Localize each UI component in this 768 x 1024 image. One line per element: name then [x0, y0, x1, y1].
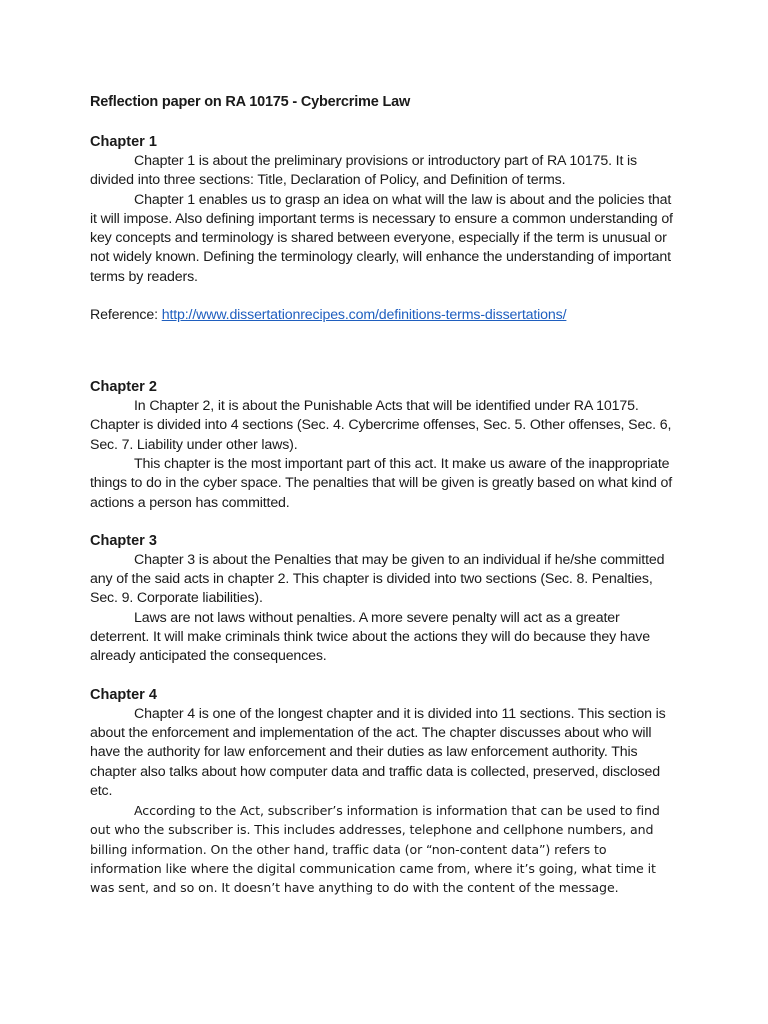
chapter-4-heading: Chapter 4	[90, 686, 157, 703]
chapter-4-paragraph-1: Chapter 4 is one of the longest chapter and it is divided into 11 sections. This section is about the enforcement and implementation of the act. The chapter discusses about who will have the authority for law enforcement and their duties as law enforcement authority. This chapter also talks about how computer data and traffic data is collected, preserved, disclosed etc.	[90, 705, 666, 799]
chapter-4-section	[90, 685, 680, 898]
chapter-3-paragraph-1: Chapter 3 is about the Penalties that may be given to an individual if he/she committed any of the said acts in chapter 2. This chapter is divided into two sections (Sec. 8. Penalties, Sec. 9. Corporate liabilities).	[90, 551, 665, 607]
chapter-3-paragraph-2: Laws are not laws without penalties. A more severe penalty will act as a greater deterrent. It will make criminals think twice about the actions they will do because they have already anticipated the consequences.	[90, 609, 650, 665]
chapter-2-heading: Chapter 2	[90, 379, 157, 396]
section-spacer	[90, 343, 680, 377]
chapter-2-paragraph-1: In Chapter 2, it is about the Punishable Acts that will be identified under RA 10175. Chapter is divided into 4 sections (Sec. 4. Cybercrime offenses, Sec. 5. Other offenses, Sec. 6, Sec. 7. Liability under other laws).	[90, 398, 672, 453]
reference-link[interactable]: http://www.dissertationrecipes.com/definitions-terms-dissertations/	[161, 307, 567, 324]
chapter-3-heading: Chapter 3	[90, 532, 157, 549]
reference-label: Reference:	[90, 307, 162, 324]
chapter-1-reference	[90, 305, 680, 325]
chapter-1-heading: Chapter 1	[90, 134, 157, 150]
chapter-3-section	[90, 531, 680, 667]
chapter-4-paragraph-2: According to the Act, subscriber’s information is information that can be used to find out who the subscriber is. This includes addresses, telephone and cellphone numbers, and billing information. On the other hand, traffic data (or “non-content data”) refers to information like where the digital communication came from, where it’s going, what time it was sent, and so on. It doesn’t have anything to do with the content of the message.	[90, 803, 660, 896]
chapter-1-section	[90, 132, 680, 325]
chapter-2-paragraph-2: This chapter is the most important part of this act. It make us aware of the inappropriate things to do in the cyber space. The penalties that will be given is greatly based on what kind of actions a person has committed.	[90, 455, 673, 511]
chapter-2-section	[90, 377, 680, 513]
document-title: Reflection paper on RA 10175 - Cybercrime Law	[90, 94, 411, 110]
chapter-1-paragraph-2: Chapter 1 enables us to grasp an idea on what will the law is about and the policies that it will impose. Also defining important terms is necessary to ensure a common understanding of key concepts and terminology is shared between everyone, especially if the term is unusual or not widely known. Defining the terminology clearly, will enhance the understanding of important terms by readers.	[90, 191, 673, 285]
document-page	[90, 92, 680, 916]
chapter-1-paragraph-1: Chapter 1 is about the preliminary provisions or introductory part of RA 10175. It is divided into three sections: Title, Declaration of Policy, and Definition of terms.	[90, 153, 637, 189]
